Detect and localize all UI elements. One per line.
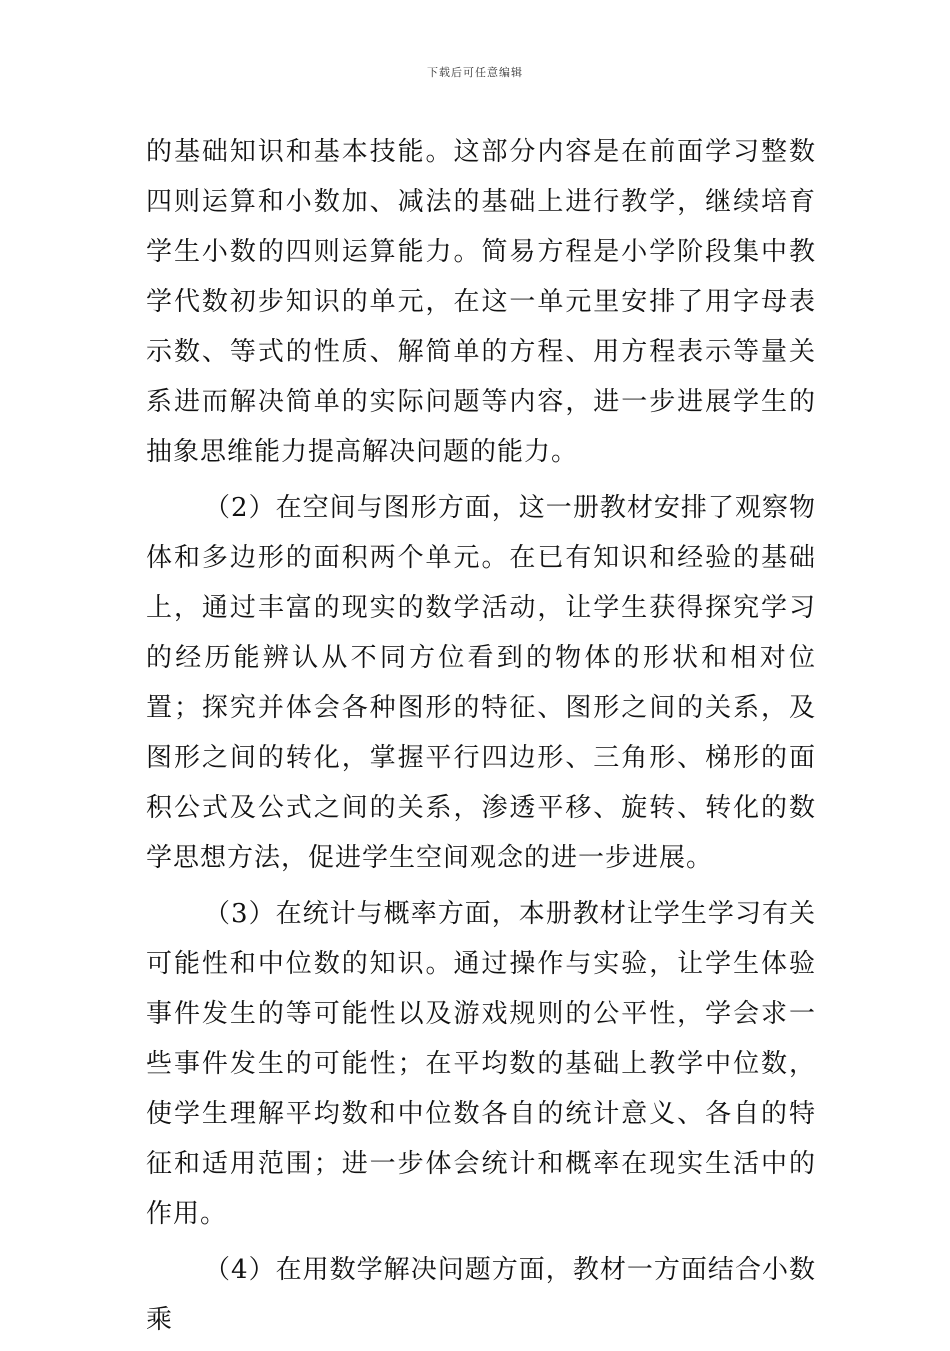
paragraph-3: （3）在统计与概率方面，本册教材让学生学习有关可能性和中位数的知识。通过操作与实验，让学生体验事件发生的等可能性以及游戏规则的公平性，学会求一些事件发生的可能性；在平均数的基础上教学中位数，使学生理解平均数和中位数各自的统计意义、各自的特征和适用范围；进一步体会统计和概率在现实生活中的作用。 bbox=[146, 899, 816, 1229]
paragraph-4: （4）在用数学解决问题方面，教材一方面结合小数乘 bbox=[146, 1255, 816, 1335]
header-note: 下载后可任意编辑 bbox=[427, 66, 523, 79]
paragraph-1: 的基础知识和基本技能。这部分内容是在前面学习整数四则运算和小数加、减法的基础上进行教学，继续培育学生小数的四则运算能力。简易方程是小学阶段集中教学代数初步知识的单元，在这一单元里安排了用字母表示数、等式的性质、解简单的方程、用方程表示等量关系进而解决简单的实际问题等内容，进一步进展学生的抽象思维能力提高解决问题的能力。 bbox=[146, 137, 816, 467]
document-body bbox=[146, 127, 816, 1351]
paragraph-2: （2）在空间与图形方面，这一册教材安排了观察物体和多边形的面积两个单元。在已有知识和经验的基础上，通过丰富的现实的数学活动，让学生获得探究学习的经历能辨认从不同方位看到的物体的形状和相对位置；探究并体会各种图形的特征、图形之间的关系，及图形之间的转化，掌握平行四边形、三角形、梯形的面积公式及公式之间的关系，渗透平移、旋转、转化的数学思想方法，促进学生空间观念的进一步进展。 bbox=[146, 493, 816, 873]
